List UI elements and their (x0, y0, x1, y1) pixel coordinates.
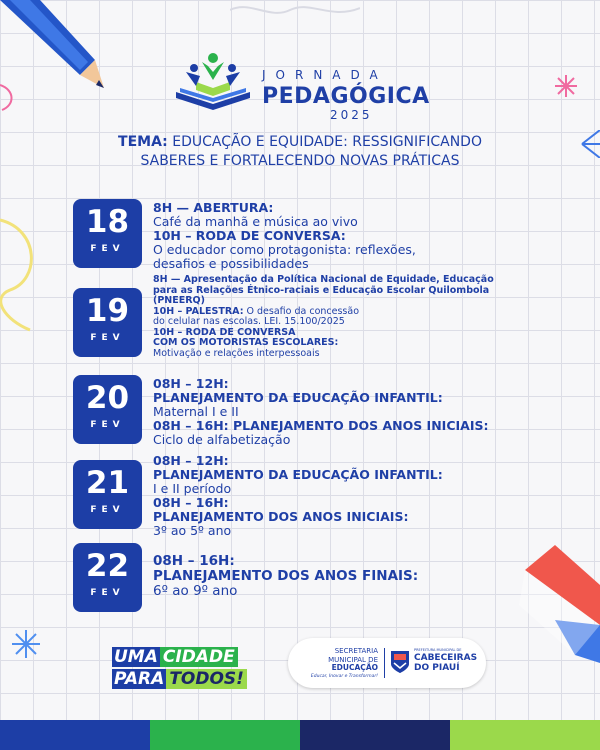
event-detail: do celular nas escolas. LEI. 15.100/2025 (153, 316, 345, 327)
schedule-21 (153, 454, 443, 538)
theme-text (60, 133, 540, 171)
event-detail: desafios e possibilidades (153, 256, 309, 271)
secretaria-block (302, 647, 378, 681)
spark-top-decoration (555, 75, 577, 97)
book-people-logo-icon (172, 52, 254, 114)
pedagogica-title: PEDAGÓGICA (262, 84, 430, 109)
eraser-decoration (515, 545, 600, 665)
date-badge-21 (73, 460, 142, 529)
spark-right-decoration (580, 130, 600, 158)
date-badge-18 (73, 199, 142, 268)
date-month: FEV (90, 420, 125, 430)
event-detail: 3º ao 5º ano (153, 523, 232, 538)
event-heading: 10H – RODA DE CONVERSA: (153, 228, 346, 243)
event-detail: Café da manhã e música ao vivo (153, 214, 358, 229)
sec-line-3: EDUCAÇÃO (331, 663, 378, 672)
date-day: 18 (85, 204, 130, 240)
event-heading: 10H – RODA DE CONVERSA (153, 326, 296, 338)
event-heading: 08H – 16H: (153, 553, 235, 569)
event-heading: 08H – 12H: (153, 376, 229, 391)
sec-tagline: Educar, Inovar e Transformar! (310, 673, 378, 679)
wave-decoration (230, 0, 360, 20)
slogan-para: PARA (114, 669, 165, 689)
event-heading: 10H – PALESTRA: (153, 305, 244, 317)
event-heading: 8H — Apresentação da Política Nacional de Equidade, Educação (153, 274, 494, 285)
date-month: FEV (90, 505, 125, 515)
prefeitura-block (414, 648, 484, 673)
event-detail: Ciclo de alfabetização (153, 432, 291, 447)
swirl-decoration (0, 200, 50, 340)
schedule-22 (153, 554, 418, 599)
theme-line-2: SABERES E FORTALECENDO NOVAS PRÁTICAS (140, 153, 460, 169)
event-heading: PLANEJAMENTO DA EDUCAÇÃO INFANTIL: (153, 390, 443, 405)
event-heading: para as Relações Étnico-raciais e Educação Escolar Quilombola (153, 284, 490, 296)
event-heading: 08H – 16H: PLANEJAMENTO DOS ANOS INICIAIS: (153, 418, 489, 433)
slogan-cidade: CIDADE (160, 647, 238, 667)
date-month: FEV (90, 244, 125, 254)
slogan-todos: TODOS! (166, 669, 247, 689)
date-badge-22 (73, 543, 142, 612)
event-detail: I e II período (153, 481, 232, 496)
pref-small: PREFEITURA MUNICIPAL DE (414, 648, 462, 652)
event-detail: 6º ao 9º ano (153, 583, 238, 599)
event-heading: COM OS MOTORISTAS ESCOLARES: (153, 337, 339, 348)
schedule-20 (153, 377, 488, 447)
schedule-19 (153, 275, 558, 359)
date-day: 21 (85, 465, 130, 501)
event-detail: O desafio da concessão (246, 305, 360, 317)
jornada-title: JORNADA (262, 68, 388, 82)
event-heading: 08H – 12H: (153, 453, 229, 468)
footer-bar-navy (300, 720, 450, 750)
year-label: 2025 (330, 108, 373, 122)
date-month: FEV (90, 588, 125, 598)
event-detail: Motivação e relações interpessoais (153, 347, 320, 359)
event-detail: Maternal I e II (153, 404, 239, 419)
institution-badge (288, 638, 486, 688)
event-heading: (PNEERQ) (153, 295, 205, 306)
footer-bar-blue (0, 720, 150, 750)
date-month: FEV (90, 333, 125, 343)
scribble-decoration (0, 80, 20, 120)
sec-line-1: SECRETARIA (334, 647, 378, 655)
divider (384, 648, 385, 678)
slogan-uma: UMA (114, 647, 158, 667)
pref-line-1: CABECEIRAS (414, 653, 478, 663)
theme-line-1: EDUCAÇÃO E EQUIDADE: RESSIGNIFICANDO (172, 134, 482, 150)
event-heading: PLANEJAMENTO DOS ANOS INICIAIS: (153, 509, 409, 524)
footer-bar-lime (450, 720, 600, 750)
date-badge-19 (73, 288, 142, 357)
date-day: 19 (85, 293, 130, 329)
sec-line-2: MUNICIPAL DE (328, 655, 378, 664)
pref-line-2: DO PIAUÍ (414, 663, 460, 673)
slogan (112, 647, 247, 689)
schedule-18 (153, 201, 416, 271)
event-heading: 8H — ABERTURA: (153, 200, 274, 215)
footer-bar-green (150, 720, 300, 750)
date-badge-20 (73, 375, 142, 444)
theme-label: TEMA: (118, 134, 168, 150)
date-day: 22 (85, 548, 130, 584)
event-detail: O educador como protagonista: reflexões, (153, 242, 416, 257)
spark-bottom-decoration (12, 630, 40, 658)
event-heading: PLANEJAMENTO DA EDUCAÇÃO INFANTIL: (153, 467, 443, 482)
crest-icon (390, 650, 410, 674)
date-day: 20 (85, 380, 130, 416)
event-heading: PLANEJAMENTO DOS ANOS FINAIS: (153, 568, 419, 584)
event-heading: 08H – 16H: (153, 495, 229, 510)
